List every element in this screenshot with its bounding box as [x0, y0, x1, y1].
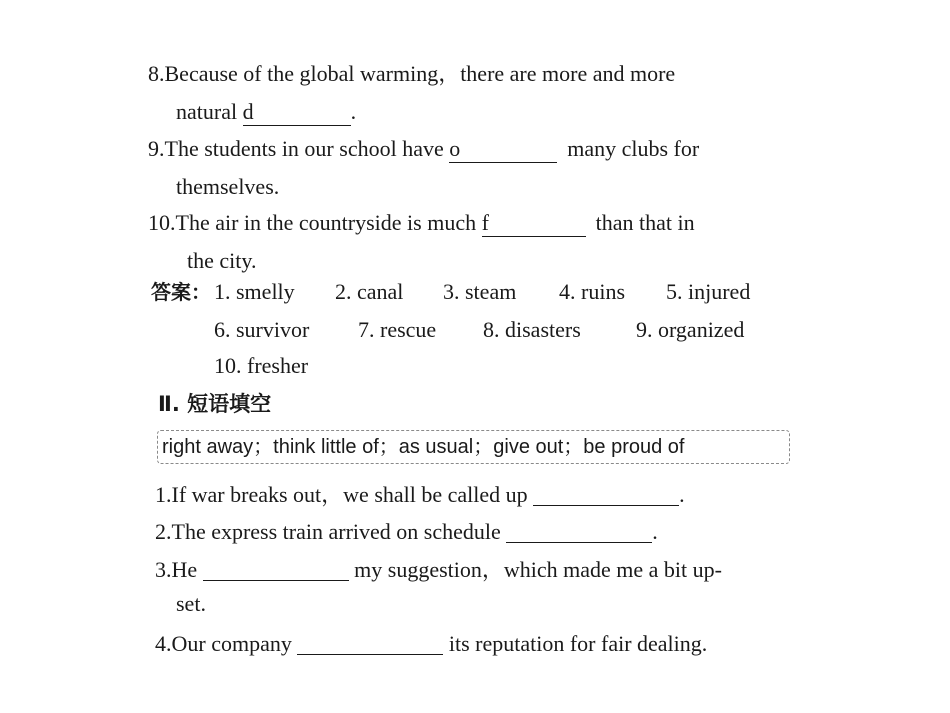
question-text: the city. — [187, 248, 257, 273]
answer-item: 6. survivor — [214, 317, 310, 342]
answer-item: 2. canal — [335, 279, 404, 304]
answer-item: 4. ruins — [559, 279, 625, 304]
answer-item: 9. organized — [636, 317, 745, 342]
question-8-line-2 — [176, 99, 356, 125]
phrase-question-2 — [155, 516, 658, 545]
answer-item: 10. fresher — [214, 353, 309, 378]
question-text: my suggestion，which made me a bit up- — [348, 557, 722, 582]
initial-letter: f — [481, 210, 489, 235]
question-number: 2. — [155, 519, 172, 544]
answer-label: 答案： — [151, 280, 211, 304]
question-number: 3. — [155, 557, 172, 582]
question-text: set. — [176, 591, 206, 616]
question-text: many clubs for — [567, 136, 700, 161]
answer-item: 1. smelly — [214, 279, 295, 304]
answer-blank[interactable] — [506, 520, 652, 543]
phrase-question-4 — [155, 628, 707, 657]
answer-blank[interactable] — [242, 99, 351, 126]
question-number: 8. — [148, 61, 165, 86]
question-number: 9. — [148, 136, 165, 161]
question-text: He — [171, 557, 203, 582]
answer-item: 3. steam — [443, 279, 517, 304]
question-8-line-1 — [148, 61, 675, 87]
question-text: than that in — [595, 210, 695, 235]
question-text: If war breaks out，we shall be called up — [171, 482, 534, 507]
question-text: natural — [176, 99, 243, 124]
question-9-line-2 — [176, 174, 279, 200]
period: . — [679, 482, 685, 507]
question-number: 4. — [155, 631, 172, 656]
period: . — [652, 519, 658, 544]
phrase-bank-box — [157, 430, 790, 464]
question-text: The express train arrived on schedule — [171, 519, 507, 544]
question-number: 10. — [148, 210, 176, 235]
question-text: The air in the countryside is much — [175, 210, 482, 235]
question-number: 1. — [155, 482, 172, 507]
answer-item: 8. disasters — [483, 317, 581, 342]
question-text: Because of the global warming，there are more and more — [164, 61, 676, 86]
question-text: its reputation for fair dealing. — [443, 631, 708, 656]
answer-blank[interactable] — [533, 483, 679, 506]
question-text: themselves. — [176, 174, 280, 199]
answer-blank[interactable] — [449, 136, 557, 163]
question-text: Our company — [171, 631, 298, 656]
initial-letter: d — [242, 99, 254, 124]
question-9-line-1 — [148, 136, 699, 162]
question-10-line-1 — [148, 210, 695, 236]
phrase-question-3-line-1 — [155, 554, 722, 583]
answer-item: 5. injured — [666, 279, 751, 304]
phrase-question-1 — [155, 479, 685, 508]
answer-blank[interactable] — [203, 558, 349, 581]
answer-blank[interactable] — [297, 632, 443, 655]
phrase-question-3-line-2 — [176, 591, 206, 617]
question-text: The students in our school have — [164, 136, 450, 161]
section-heading: Ⅱ. 短语填空 — [158, 392, 272, 416]
answer-item: 7. rescue — [358, 317, 437, 342]
initial-letter: o — [449, 136, 461, 161]
phrase-bank-text: right away；think little of；as usual；give out；be proud of — [162, 436, 685, 458]
question-10-line-2 — [187, 248, 256, 274]
period: . — [350, 99, 357, 124]
answer-blank[interactable] — [481, 210, 586, 237]
